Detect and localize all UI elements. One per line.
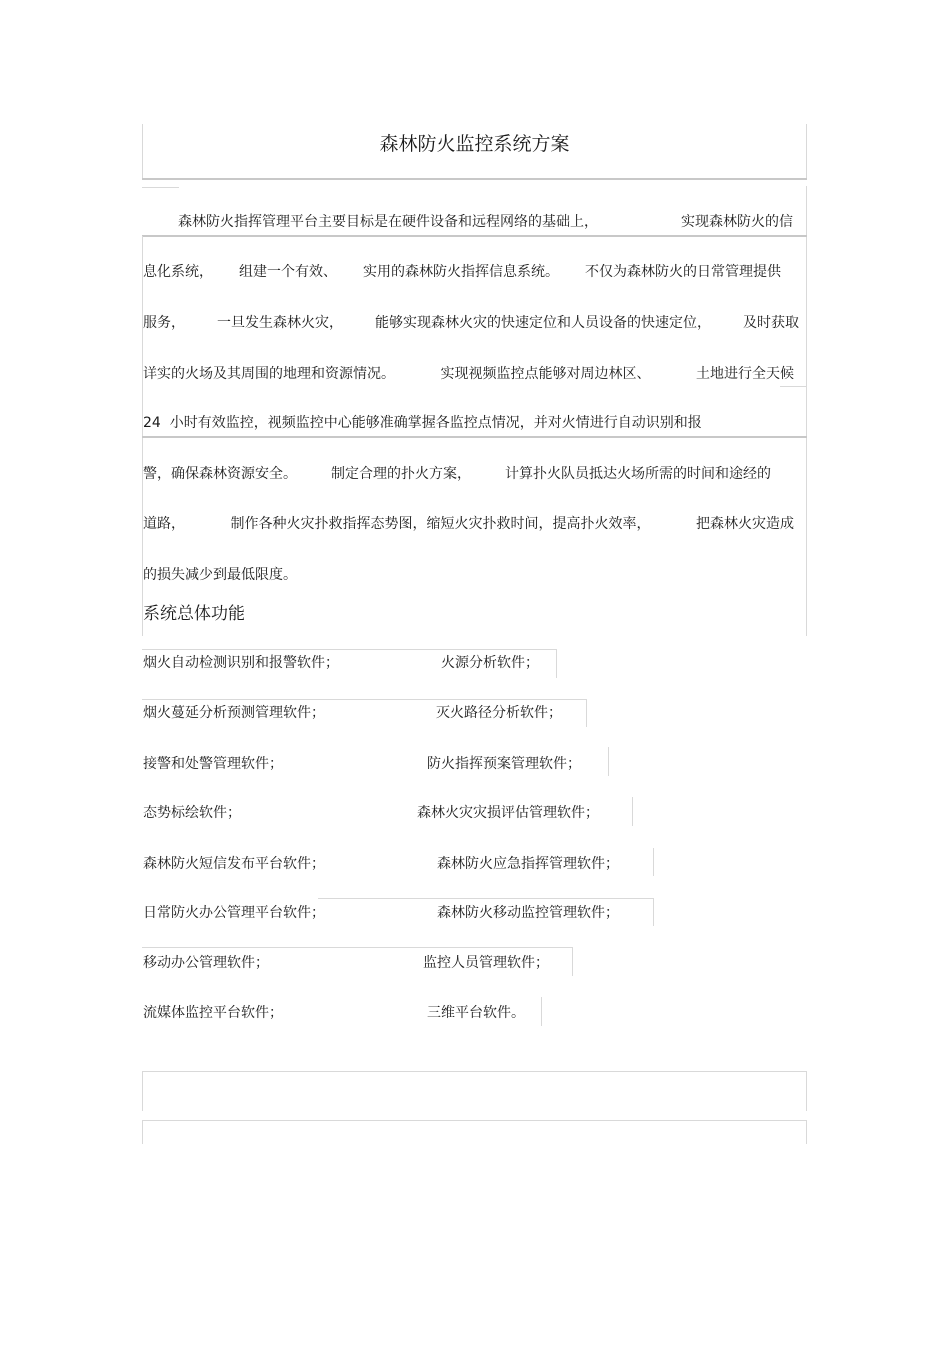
function-item: 森林火灾灾损评估管理软件； [417, 805, 599, 821]
section-heading: 系统总体功能 [143, 604, 245, 624]
intro-segment: 道路， [143, 516, 185, 532]
intro-line-3 [143, 313, 799, 333]
function-item: 森林防火应急指挥管理软件； [437, 856, 619, 872]
intro-segment: 的损失减少到最低限度。 [143, 567, 297, 583]
intro-segment: 实用的森林防火指挥信息系统。 [363, 264, 559, 280]
function-item: 烟火蔓延分析预测管理软件； [143, 705, 325, 721]
function-item: 接警和处警管理软件； [143, 756, 283, 772]
intro-segment: 一旦发生森林火灾， [217, 315, 343, 331]
function-item: 态势标绘软件； [143, 805, 241, 821]
intro-segment: 森林防火指挥管理平台主要目标是在硬件设备和远程网络的基础上， [178, 214, 598, 230]
intro-line-6 [143, 464, 771, 484]
document-title: 森林防火监控系统方案 [379, 133, 570, 155]
intro-segment: 土地进行全天候 [696, 366, 794, 382]
intro-segment: 实现视频监控点能够对周边林区、 [440, 366, 651, 382]
intro-segment: 息化系统， [143, 264, 213, 280]
intro-segment: 服务， [143, 315, 185, 331]
intro-segment: 把森林火灾造成 [696, 516, 794, 532]
intro-segment: 24 小时有效监控，视频监控中心能够准确掌握各监控点情况，并对火情进行自动识别和报 [143, 415, 702, 431]
intro-segment: 计算扑火队员抵达火场所需的时间和途经的 [505, 466, 771, 482]
intro-segment: 制定合理的扑火方案， [331, 466, 471, 482]
intro-segment: 组建一个有效、 [239, 264, 337, 280]
function-item: 流媒体监控平台软件； [143, 1005, 283, 1021]
intro-segment: 能够实现森林火灾的快速定位和人员设备的快速定位， [375, 315, 711, 331]
function-item: 森林防火短信发布平台软件； [143, 856, 325, 872]
intro-line-7 [143, 514, 794, 534]
function-item: 监控人员管理软件； [423, 955, 549, 971]
function-item: 火源分析软件； [441, 655, 539, 671]
function-item: 三维平台软件。 [427, 1005, 525, 1021]
intro-segment: 及时获取 [743, 315, 799, 331]
function-item: 移动办公管理软件； [143, 955, 269, 971]
intro-segment: 详实的火场及其周围的地理和资源情况。 [143, 366, 395, 382]
function-item: 灭火路径分析软件； [436, 705, 562, 721]
intro-line-5 [143, 413, 795, 433]
function-item: 烟火自动检测识别和报警软件； [143, 655, 339, 671]
function-item: 森林防火移动监控管理软件； [437, 905, 619, 921]
intro-line-4 [143, 364, 794, 384]
intro-segment: 实现森林防火的信 [681, 214, 793, 230]
intro-line-1 [178, 212, 793, 232]
intro-segment: 不仅为森林防火的日常管理提供 [585, 264, 781, 280]
intro-segment: 制作各种火灾扑救指挥态势图，缩短火灾扑救时间，提高扑火效率， [230, 516, 651, 532]
function-item: 防火指挥预案管理软件； [427, 756, 581, 772]
function-item: 日常防火办公管理平台软件； [143, 905, 325, 921]
intro-segment: 警，确保森林资源安全。 [143, 466, 297, 482]
intro-line-8 [143, 565, 795, 585]
intro-line-2 [143, 262, 781, 282]
